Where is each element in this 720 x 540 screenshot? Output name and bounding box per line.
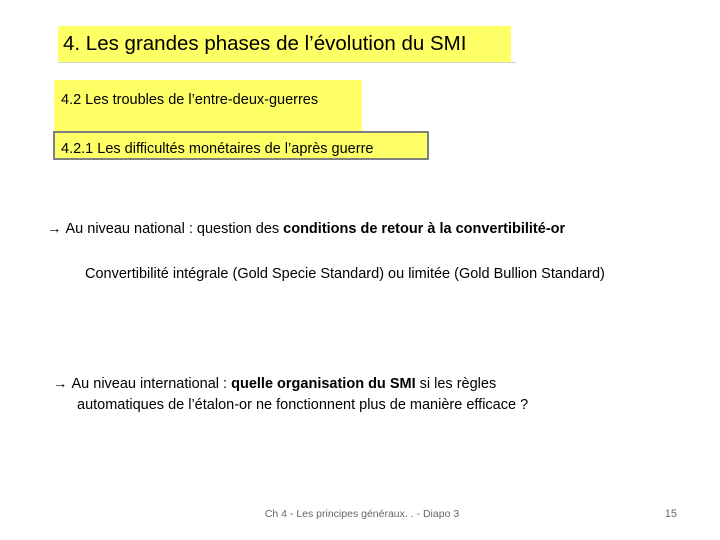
convertibility-paragraph: Convertibilité intégrale (Gold Specie Standard) ou limitée (Gold Bullion Standard) [85,266,605,282]
subtitle-1: 4.2 Les troubles de l’entre-deux-guerres [61,92,319,108]
national-prefix: Au niveau national : question des [65,221,284,237]
international-line-2: automatiques de l’étalon-or ne fonctionnent plus de manière efficace ? [77,397,529,413]
slide-footer: Ch 4 - Les principes généraux. . - Diapo 3 [264,508,460,520]
international-paragraph [53,374,653,416]
international-suffix: si les règles [415,376,497,392]
slide-title: 4. Les grandes phases de l’évolution du SMI [63,32,467,55]
title-underline [58,62,516,63]
arrow-right-icon: → [47,221,62,237]
arrow-right-icon: → [53,376,68,392]
international-emphasis: quelle organisation du SMI [231,376,416,392]
page-number: 15 [664,508,677,520]
international-prefix: Au niveau international : [71,376,232,392]
national-emphasis: conditions de retour à la convertibilité-or [283,221,566,237]
national-paragraph [47,219,687,240]
subtitle-2: 4.2.1 Les difficultés monétaires de l’après guerre [61,141,374,157]
